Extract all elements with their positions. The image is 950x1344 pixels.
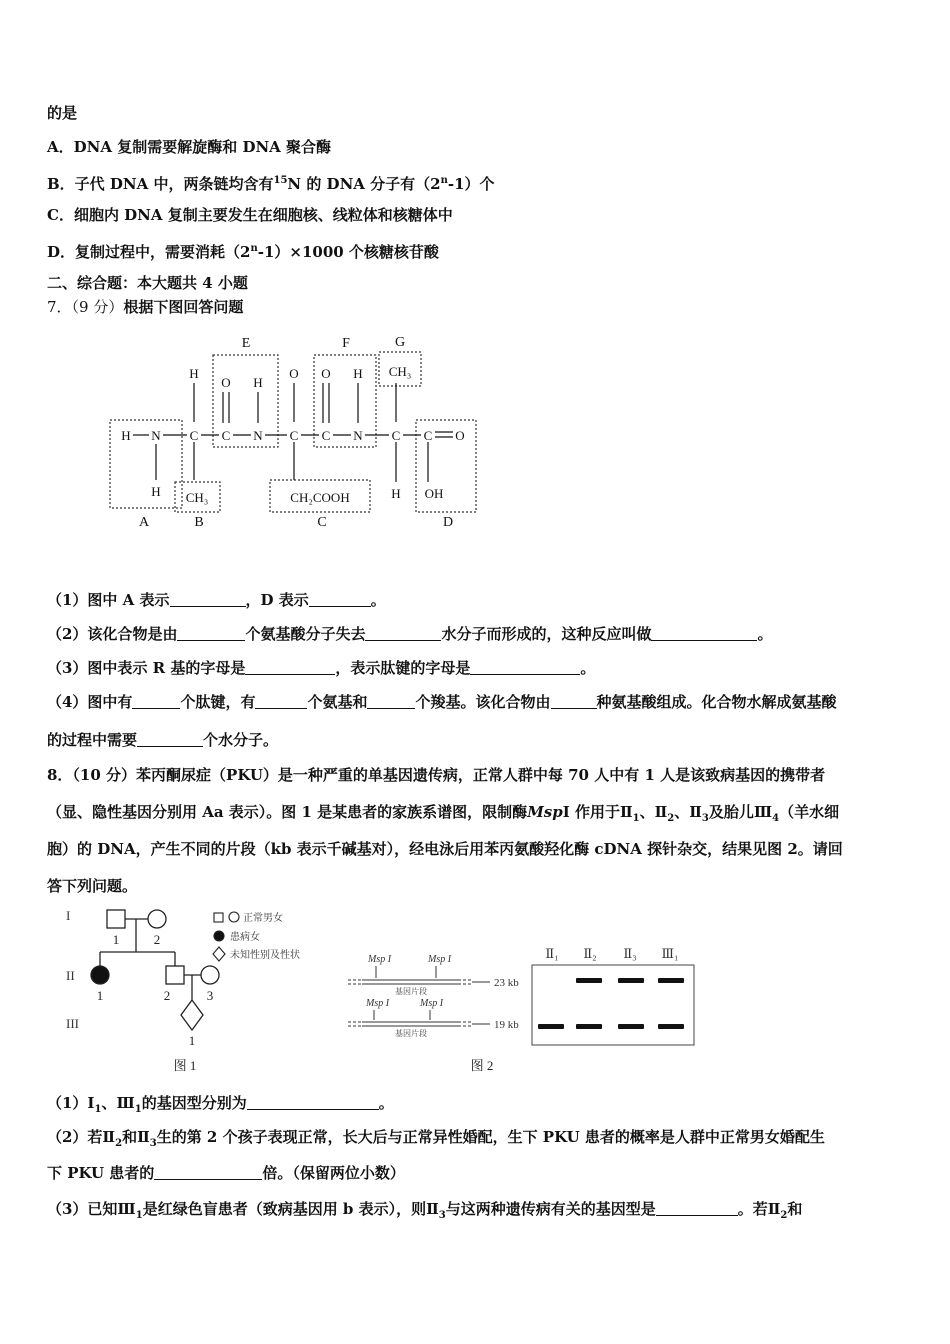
band-19kb	[618, 1024, 644, 1029]
q8-part1: $(1)I_1$、$Ⅲ_1$的基因型分别为 。	[47, 1094, 394, 1115]
q7-part1: （1）图中 A 表示 ，D 表示 。	[47, 591, 386, 609]
svg-text:C: C	[189, 428, 199, 443]
answer-blank[interactable]	[255, 692, 307, 709]
electrophoresis-figure	[340, 940, 710, 1080]
svg-text:患病女: 患病女	[230, 932, 260, 943]
answer-blank[interactable]	[309, 590, 371, 607]
q8-stem-line4: 答下列问题。	[47, 877, 138, 895]
option-b: B．子代 DNA 中，两条链均含有$^{15}$N 的 DNA 分子有（2$^n$-1）个	[47, 175, 495, 193]
fig1-caption: 图 1	[173, 1058, 197, 1073]
answer-blank[interactable]	[656, 1199, 738, 1216]
svg-text:未知性别及性状: 未知性别及性状	[230, 950, 300, 961]
svg-text:C: C	[221, 428, 231, 443]
svg-text:C: C	[289, 428, 299, 443]
svg-text:1: 1	[188, 1033, 196, 1048]
svg-text:2: 2	[163, 988, 171, 1003]
q8-part2: （2）若$Ⅱ_2$和$Ⅱ_3$生的第 2 个孩子表现正常，长大后与正常异性婚配，生下 PKU 患者的概率是人群中正常男女婚配生	[47, 1128, 825, 1149]
svg-text:O: O	[321, 366, 331, 381]
label-e: E	[241, 336, 251, 351]
answer-blank[interactable]	[137, 730, 203, 747]
svg-text:H: H	[121, 428, 131, 443]
svg-text:Msp I: Msp I	[420, 998, 444, 1009]
answer-blank[interactable]	[651, 624, 757, 641]
female-affected	[91, 966, 109, 984]
label-a: A	[138, 515, 150, 530]
fig2-caption: 图 2	[470, 1058, 494, 1073]
svg-text:N: N	[151, 428, 161, 443]
q8-stem-line2: （显、隐性基因分别用 Aa 表示）。图 1 是某患者的家族系谱图，限制酶MspI 作用于$Ⅱ_1$、$Ⅱ_2$、$Ⅱ_3$及胎儿$Ⅲ_4$（羊水细	[47, 803, 840, 824]
svg-text:O: O	[289, 366, 299, 381]
option-d: D．复制过程中，需要消耗$(2^n-1)\times 1000$ 个核糖核苷酸	[47, 243, 439, 261]
pedigree-figure	[60, 900, 360, 1080]
svg-text:基因片段: 基因片段	[395, 987, 427, 996]
q7-part3: （3）图中表示 R 基的字母是 ，表示肽键的字母是 。	[47, 659, 596, 677]
svg-text:H: H	[151, 484, 161, 499]
answer-blank[interactable]	[247, 1093, 379, 1110]
q7-part4: （4）图中有 个肽键，有 个氨基和 个羧基。该化合物由 种氨基酸组成。化合物水解成氨基酸	[47, 693, 837, 711]
svg-text:N: N	[253, 428, 263, 443]
gen-label: III	[66, 1016, 79, 1031]
svg-text:基因片段: 基因片段	[395, 1029, 427, 1038]
answer-blank[interactable]	[551, 692, 597, 709]
svg-text:Msp I: Msp I	[368, 954, 392, 965]
svg-text:1: 1	[112, 932, 120, 947]
answer-blank[interactable]	[245, 658, 335, 675]
svg-text:O: O	[455, 428, 465, 443]
svg-text:N: N	[353, 428, 363, 443]
svg-text:Msp I: Msp I	[366, 998, 390, 1009]
q7-part2: （2）该化合物是由 个氨基酸分子失去 水分子而形成的，这种反应叫做 。	[47, 625, 773, 643]
band-19kb	[538, 1024, 564, 1029]
svg-text:H: H	[189, 366, 199, 381]
label-c: C	[317, 515, 327, 530]
svg-text:1: 1	[96, 988, 104, 1003]
svg-text:正常男女: 正常男女	[243, 913, 283, 924]
svg-text:C: C	[391, 428, 401, 443]
label-f: F	[342, 336, 350, 351]
svg-text:Msp I: Msp I	[428, 954, 452, 965]
male-normal	[107, 910, 125, 928]
q8-part2-cont: 下 PKU 患者的 倍。（保留两位小数）	[47, 1164, 405, 1182]
answer-blank[interactable]	[177, 624, 245, 641]
q7-part4-cont: 的过程中需要 个水分子。	[47, 731, 279, 749]
label-g: G	[394, 335, 406, 350]
option-a: A．DNA 复制需要解旋酶和 DNA 聚合酶	[47, 138, 332, 156]
answer-blank[interactable]	[365, 624, 441, 641]
label-b: B	[194, 515, 204, 530]
svg-text:H: H	[253, 375, 263, 390]
svg-text:CH₃: CH₃	[388, 364, 412, 379]
band-23kb	[618, 978, 644, 983]
band-23kb	[658, 978, 684, 983]
female-normal	[201, 966, 219, 984]
peptide-structure-diagram	[100, 330, 500, 530]
svg-text:C: C	[321, 428, 331, 443]
q8-stem-line3: 胞）的 DNA，产生不同的片段（kb 表示千碱基对），经电泳后用苯丙氨酸羟化酶 cDNA 探针杂交，结果见图 2。请回	[47, 840, 843, 858]
svg-text:CH₃: CH₃	[185, 490, 209, 505]
section-heading: 二、综合题：本大题共 4 小题	[47, 274, 248, 292]
label-d: D	[442, 515, 454, 530]
lane-label: Ⅱ₃	[623, 946, 637, 961]
svg-text:3: 3	[206, 988, 214, 1003]
answer-blank[interactable]	[170, 590, 246, 607]
band-23kb	[576, 978, 602, 983]
svg-text:2: 2	[153, 932, 161, 947]
svg-text:23 kb: 23 kb	[494, 977, 519, 989]
answer-blank[interactable]	[154, 1163, 262, 1180]
svg-text:H: H	[391, 486, 401, 501]
male-normal	[166, 966, 184, 984]
svg-text:C: C	[423, 428, 433, 443]
answer-blank[interactable]	[132, 692, 180, 709]
answer-blank[interactable]	[470, 658, 580, 675]
unknown-sex-diamond	[181, 1000, 203, 1030]
q8-part3: （3）已知$Ⅲ_1$是红绿色盲患者（致病基因用 b 表示），则$Ⅱ_3$与这两种遗传病有关的基因型是 。若$Ⅱ_2$和	[47, 1200, 803, 1221]
svg-text:CH₂COOH: CH₂COOH	[290, 490, 350, 505]
gen-label: I	[66, 908, 71, 923]
gel-frame	[532, 965, 694, 1045]
continuation-text: 的是	[47, 104, 78, 122]
svg-text:OH: OH	[424, 486, 444, 501]
lane-label: Ⅲ₁	[661, 946, 679, 961]
svg-text:O: O	[221, 375, 231, 390]
q8-stem-line1: 8．（10 分）苯丙酮尿症（PKU）是一种严重的单基因遗传病，正常人群中每 70 人中有 1 人是该致病基因的携带者	[47, 766, 826, 784]
option-c: C．细胞内 DNA 复制主要发生在细胞核、线粒体和核糖体中	[47, 206, 453, 224]
q7-stem: 7．（9 分）根据下图回答问题	[47, 298, 244, 316]
band-19kb	[576, 1024, 602, 1029]
answer-blank[interactable]	[367, 692, 415, 709]
band-19kb	[658, 1024, 684, 1029]
lane-label: Ⅱ₁	[545, 946, 559, 961]
gen-label: II	[66, 968, 75, 983]
female-normal	[148, 910, 166, 928]
svg-text:19 kb: 19 kb	[494, 1019, 519, 1031]
lane-label: Ⅱ₂	[583, 946, 597, 961]
svg-text:H: H	[353, 366, 363, 381]
